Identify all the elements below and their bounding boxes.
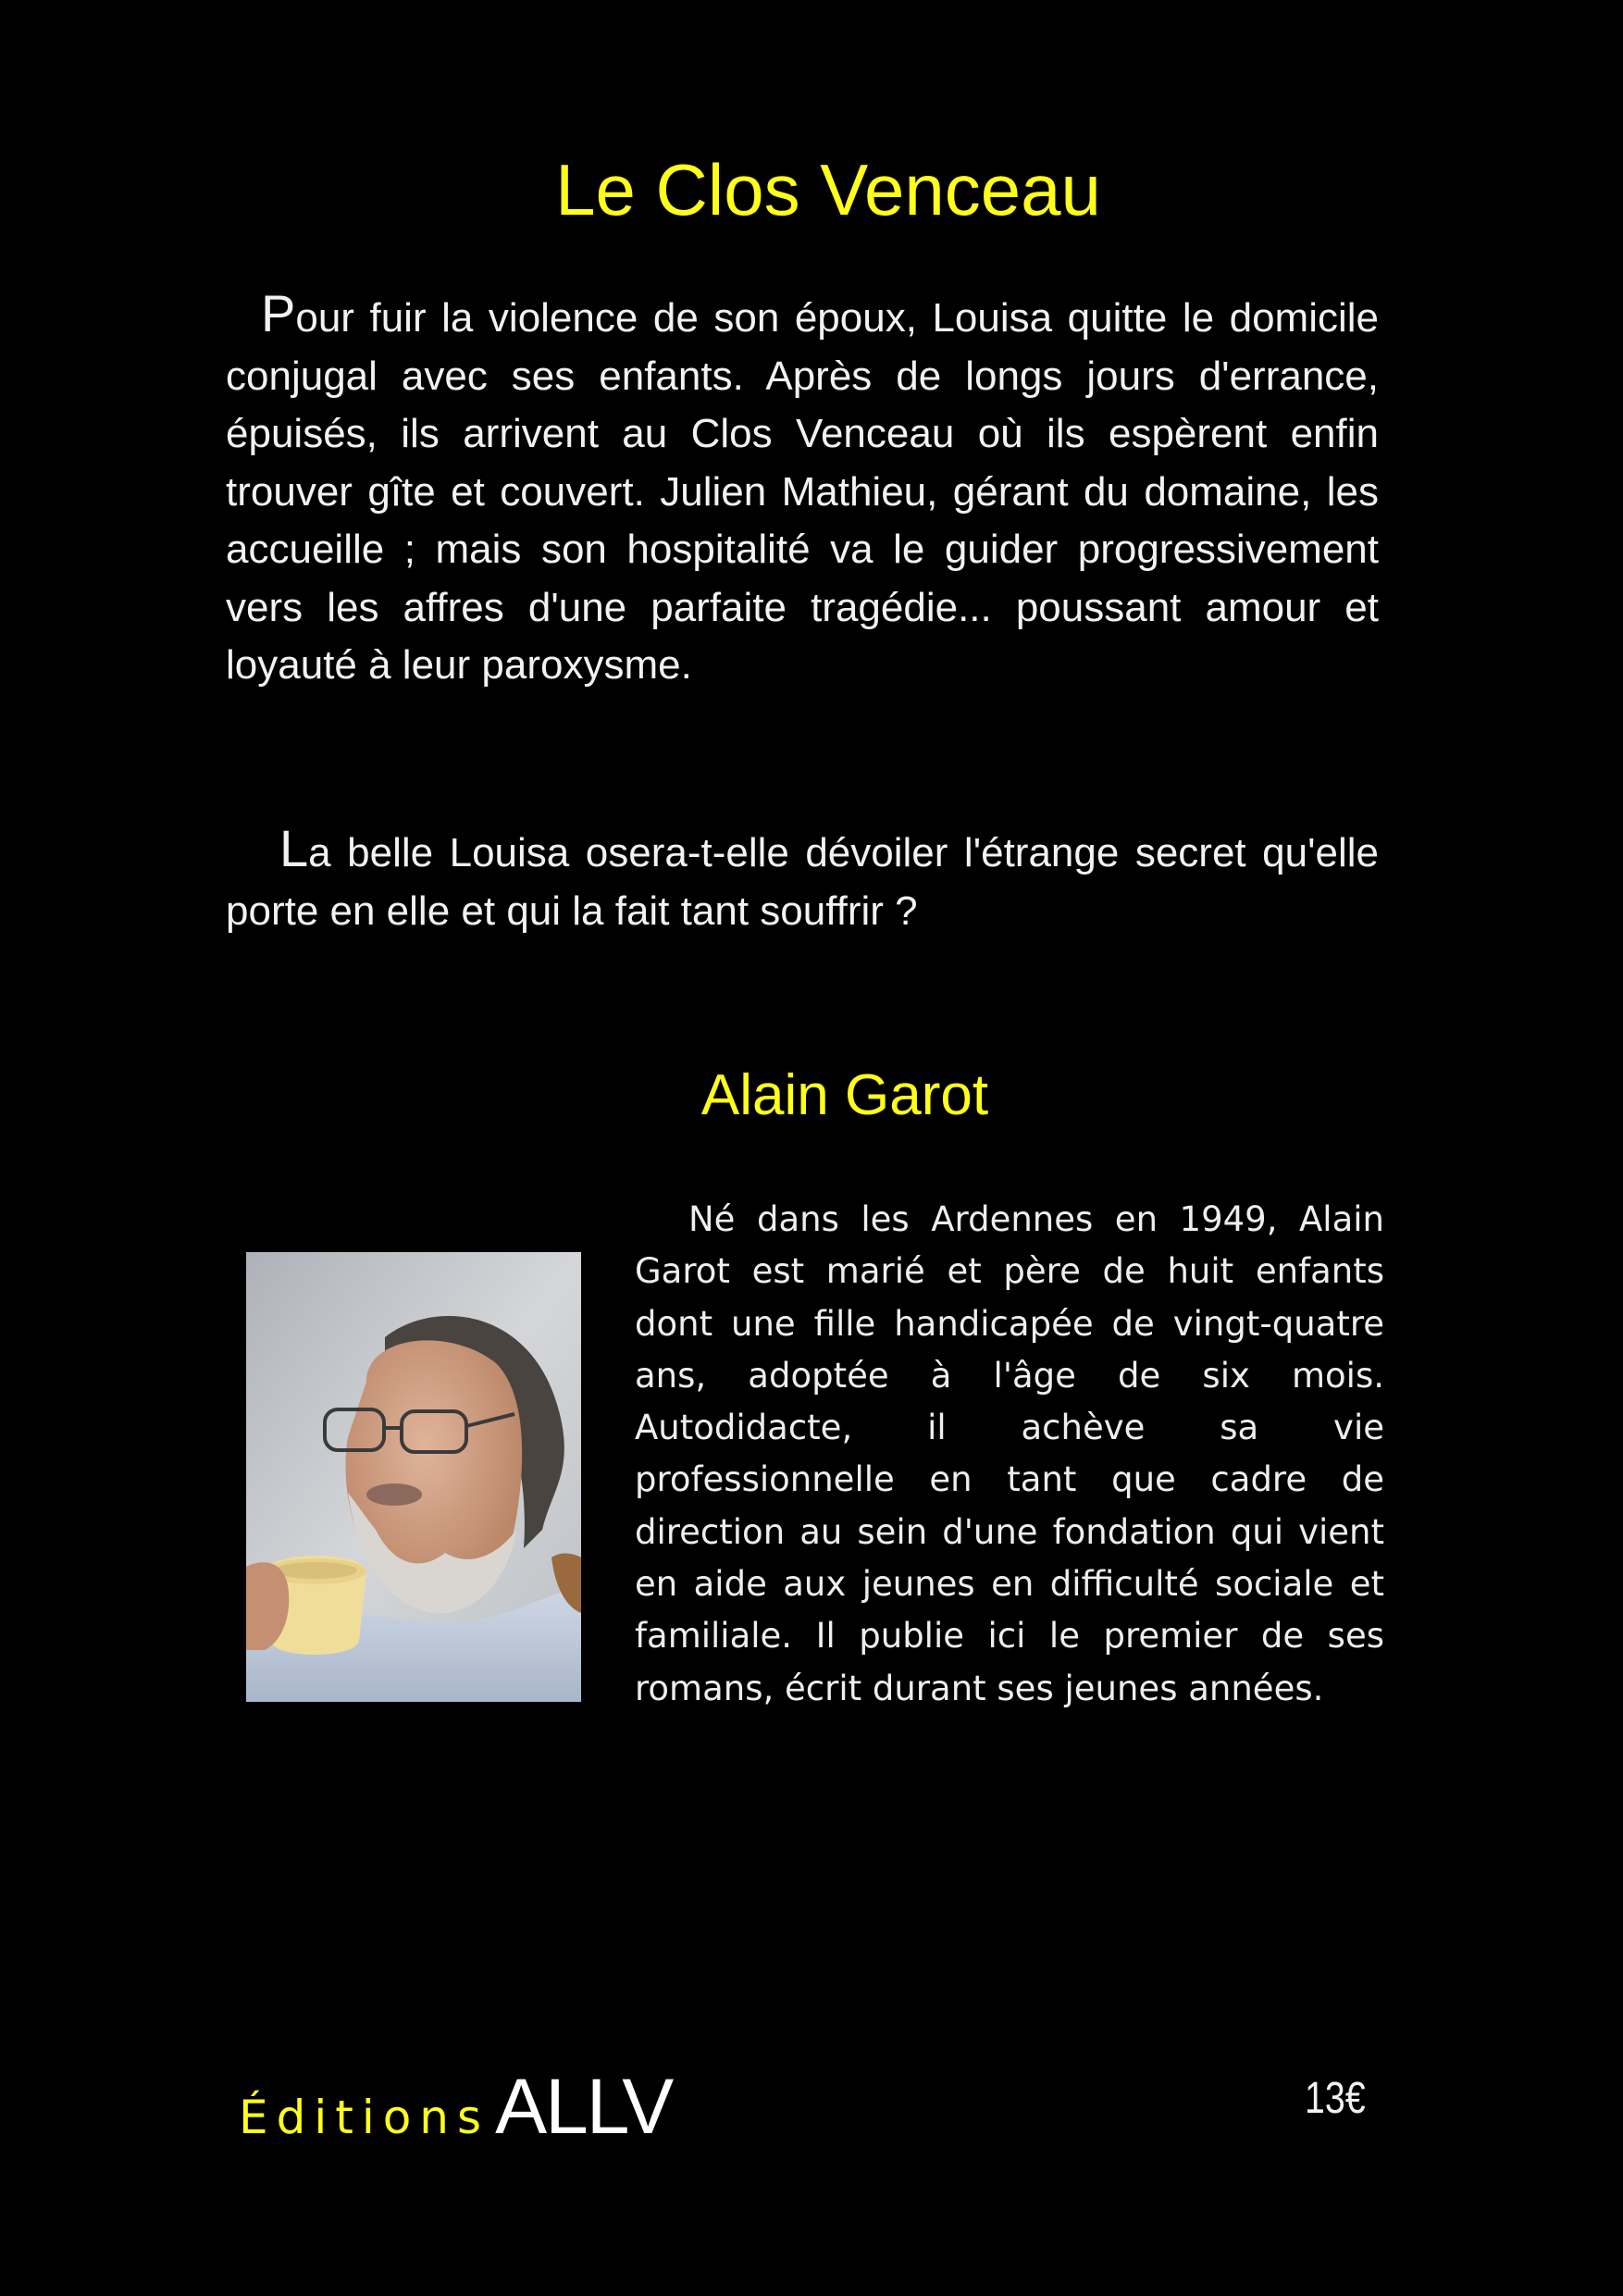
synopsis-paragraph [226, 285, 1379, 695]
question-paragraph [226, 819, 1379, 940]
author-photo [246, 1252, 581, 1702]
question-text: a belle Louisa osera-t-elle dévoiler l'étrange secret qu'elle porte en elle et qui la fait tant souffrir ? [226, 830, 1379, 934]
synopsis-text: our fuir la violence de son époux, Louisa quitte le domicile conjugal avec ses enfants. Après de longs jours d'errance, épuisés, ils arrivent au Clos Venceau où ils espèrent enfin trouver gîte et couvert. Julien Mathieu, gérant du domaine, les accueille ; mais son hospitalité va le guider progressivement vers les affres d'une parfaite tragédie... poussant amour et loyauté à leur paroxysme. [226, 295, 1379, 688]
publisher-logo [239, 2062, 673, 2150]
synopsis-dropcap: P [261, 284, 296, 342]
author-name: Alain Garot [700, 1063, 989, 1127]
author-portrait-image [246, 1252, 581, 1702]
synopsis [226, 285, 1379, 695]
publisher-word: Éditions [239, 2091, 490, 2144]
bio-paragraph: Né dans les Ardennes en 1949, Alain Garot est marié et père de huit enfants dont une fille handicapée de vingt-quatre ans, adoptée à l'âge de six mois. Autodidacte, il achève sa vie professionnelle en tant que cadre de direction au sein d'une fondation qui vient en aide aux jeunes en difficulté sociale et familiale. Il publie ici le premier de ses romans, écrit durant ses jeunes années. [635, 1199, 1384, 1708]
author-bio [635, 1194, 1384, 1715]
teaser-question [226, 819, 1379, 940]
book-title: Le Clos Venceau [555, 149, 1101, 230]
question-dropcap: L [279, 819, 309, 877]
publisher-mark: ALLV [495, 2063, 673, 2150]
price-label: 13€ [1305, 2074, 1366, 2123]
